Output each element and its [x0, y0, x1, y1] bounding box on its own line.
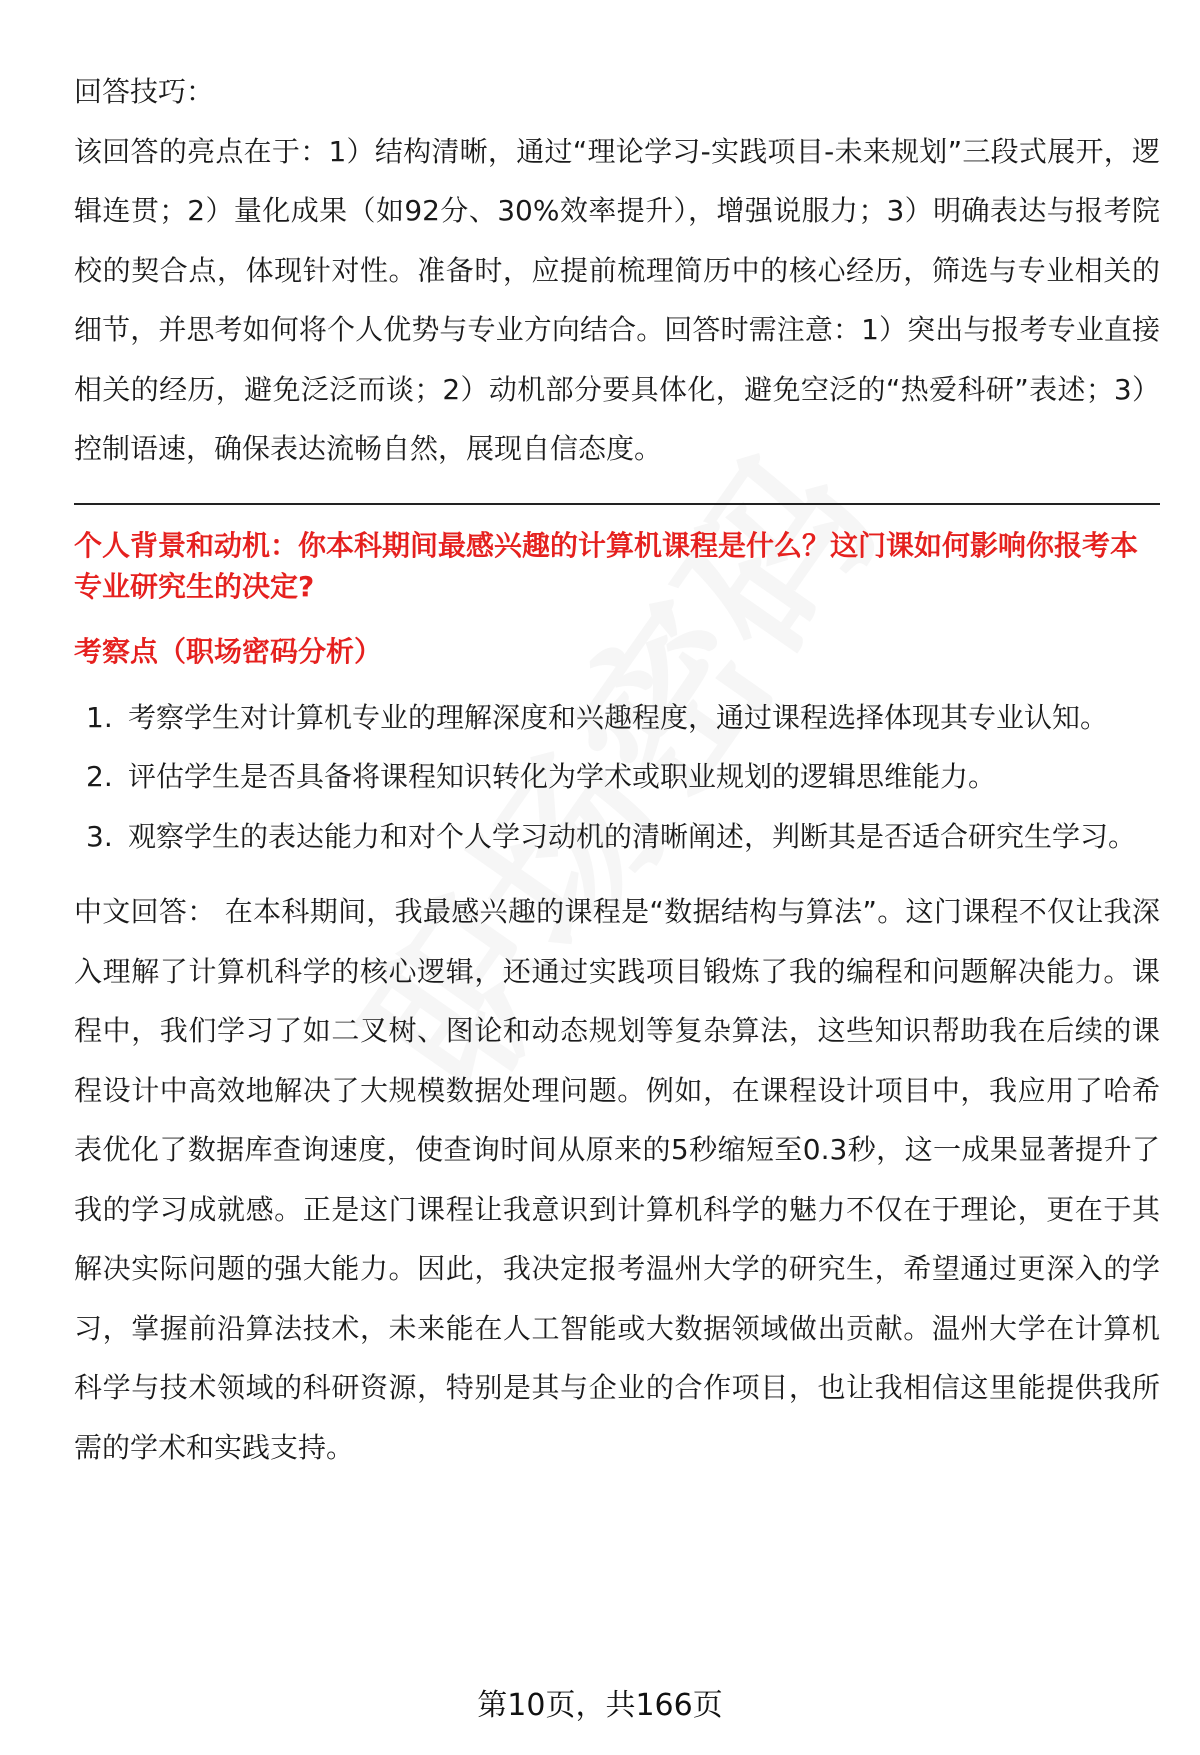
list-item-number: 1. [86, 700, 113, 734]
list-item [74, 688, 1160, 748]
page-number: 第10页，共166页 [477, 1688, 723, 1723]
question-heading: 个人背景和动机：你本科期间最感兴趣的计算机课程是什么？这门课如何影响你报考本专业研究生的决定? [74, 528, 1139, 603]
section-divider [74, 503, 1160, 505]
tips-text: 该回答的亮点在于：1）结构清晰，通过“理论学习-实践项目-未来规划”三段式展开，逻辑连贯；2）量化成果（如92分、30%效率提升），增强说服力；3）明确表达与报考院校的契合点，体现针对性。准备时，应提前梳理简历中的核心经历，筛选与专业相关的细节，并思考如何将个人优势与专业方向结合。回答时需注意：1）突出与报考专业直接相关的经历，避免泛泛而谈；2）动机部分要具体化，避免空泛的“热爱科研”表述；3）控制语速，确保表达流畅自然，展现自信态度。 [74, 134, 1160, 465]
answer-text: 中文回答： 在本科期间，我最感兴趣的课程是“数据结构与算法”。这门课程不仅让我深入理解了计算机科学的核心逻辑，还通过实践项目锻炼了我的编程和问题解决能力。课程中，我们学习了如二叉树、图论和动态规划等复杂算法，这些知识帮助我在后续的课程设计中高效地解决了大规模数据处理问题。例如，在课程设计项目中，我应用了哈希表优化了数据库查询速度，使查询时间从原来的5秒缩短至0.3秒，这一成果显著提升了我的学习成就感。正是这门课程让我意识到计算机科学的魅力不仅在于理论，更在于其解决实际问题的强大能力。因此，我决定报考温州大学的研究生，希望通过更深入的学习，掌握前沿算法技术，未来能在人工智能或大数据领域做出贡献。温州大学在计算机科学与技术领域的科研资源，特别是其与企业的合作项目，也让我相信这里能提供我所需的学术和实践支持。 [74, 895, 1160, 1464]
list-item [74, 807, 1160, 867]
list-item-number: 2. [86, 760, 113, 793]
list-item-text: 评估学生是否具备将课程知识转化为学术或职业规划的逻辑思维能力。 [128, 760, 997, 793]
document-page [74, 62, 1160, 1477]
points-list [74, 688, 1160, 867]
points-heading: 考察点（职场密码分析） [74, 634, 383, 668]
list-item-text: 观察学生的表达能力和对个人学习动机的清晰阐述，判断其是否适合研究生学习。 [128, 819, 1137, 853]
tips-label: 回答技巧： [74, 75, 215, 108]
list-item-text: 考察学生对计算机专业的理解深度和兴趣程度，通过课程选择体现其专业认知。 [128, 700, 1109, 734]
list-item [74, 747, 1160, 807]
list-item-number: 3. [86, 819, 113, 853]
